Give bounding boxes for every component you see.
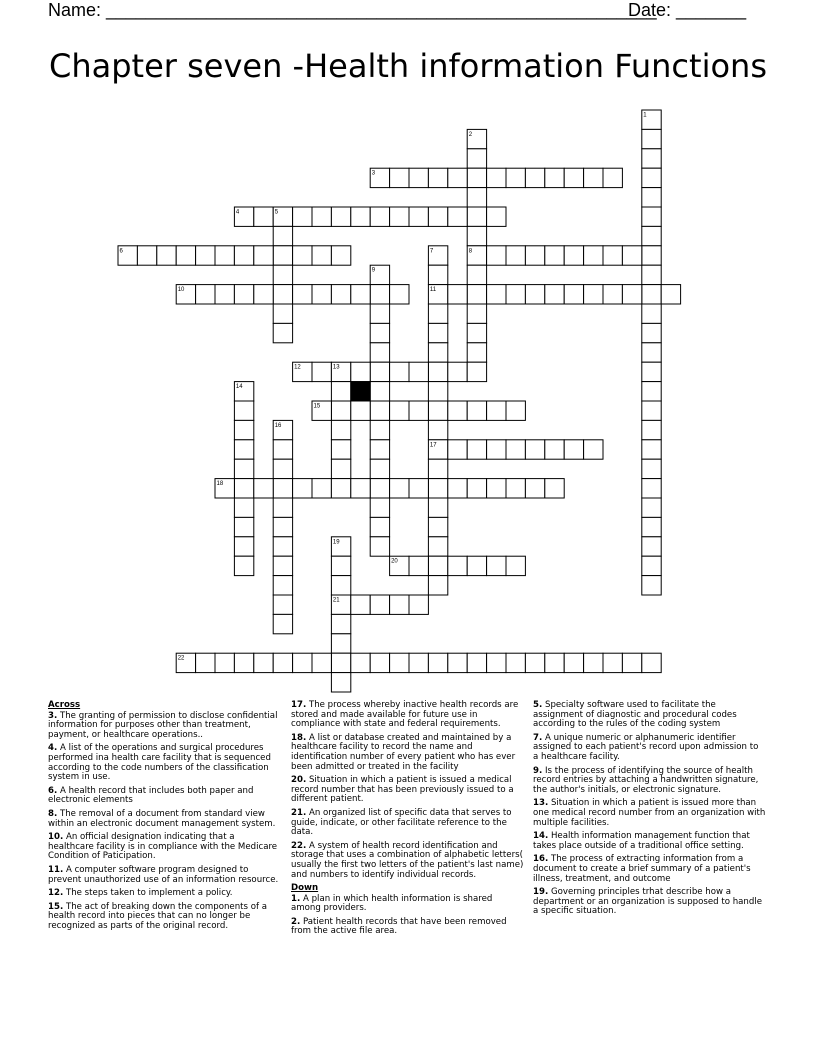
grid-cell[interactable] bbox=[409, 168, 428, 187]
grid-cell[interactable] bbox=[467, 226, 486, 245]
clue-down-14: 14. Health information management function that takes place outside of a traditional office setting. bbox=[533, 831, 750, 851]
grid-cell[interactable] bbox=[525, 653, 544, 672]
grid-cell[interactable] bbox=[196, 285, 215, 304]
grid-cell[interactable] bbox=[467, 188, 486, 207]
clue-across-12: 12. The steps taken to implement a policy. bbox=[48, 888, 233, 899]
grid-cell[interactable] bbox=[409, 653, 428, 672]
grid-cell[interactable] bbox=[642, 459, 661, 478]
grid-cell[interactable] bbox=[273, 246, 292, 265]
grid-cell[interactable] bbox=[409, 556, 428, 575]
grid-cell[interactable] bbox=[487, 207, 506, 226]
grid-cell[interactable] bbox=[370, 653, 389, 672]
grid-cell[interactable] bbox=[642, 653, 661, 672]
grid-cell[interactable] bbox=[525, 440, 544, 459]
grid-cell[interactable] bbox=[448, 440, 467, 459]
grid-cell[interactable] bbox=[428, 653, 447, 672]
grid-cell[interactable] bbox=[273, 498, 292, 517]
grid-cell[interactable] bbox=[293, 207, 312, 226]
grid-cell[interactable] bbox=[293, 479, 312, 498]
grid-cell[interactable] bbox=[428, 323, 447, 342]
grid-cell[interactable] bbox=[234, 498, 253, 517]
grid-cell[interactable] bbox=[487, 401, 506, 420]
clue-down-13: 13. Situation in which a patient is issued more than one medical record number from an organization with multiple facilities. bbox=[533, 798, 766, 828]
grid-cell[interactable] bbox=[331, 459, 350, 478]
grid-cell[interactable] bbox=[215, 285, 234, 304]
grid-cell[interactable] bbox=[331, 576, 350, 595]
grid-cell[interactable] bbox=[545, 285, 564, 304]
grid-cell[interactable] bbox=[506, 285, 525, 304]
grid-cell[interactable] bbox=[409, 362, 428, 381]
grid-cell[interactable] bbox=[525, 479, 544, 498]
grid-cell[interactable] bbox=[273, 265, 292, 284]
grid-cell[interactable] bbox=[215, 246, 234, 265]
cell-number: 13 bbox=[332, 364, 340, 371]
grid-cell[interactable] bbox=[584, 440, 603, 459]
grid-cell[interactable] bbox=[564, 246, 583, 265]
grid-cell[interactable] bbox=[312, 285, 331, 304]
grid-cell[interactable] bbox=[234, 556, 253, 575]
grid-cell[interactable] bbox=[273, 285, 292, 304]
grid-cell[interactable] bbox=[603, 168, 622, 187]
grid-cell[interactable] bbox=[525, 246, 544, 265]
cell-number: 20 bbox=[391, 558, 398, 565]
grid-cell[interactable] bbox=[312, 653, 331, 672]
grid-cell[interactable] bbox=[622, 653, 641, 672]
grid-cell[interactable] bbox=[370, 459, 389, 478]
grid-cell[interactable] bbox=[525, 168, 544, 187]
grid-cell[interactable] bbox=[428, 362, 447, 381]
grid-cell[interactable] bbox=[390, 207, 409, 226]
grid-cell[interactable] bbox=[254, 285, 273, 304]
clue-across-8: 8. The removal of a document from standard view within an electronic document management system. bbox=[48, 808, 276, 829]
grid-cell[interactable] bbox=[331, 401, 350, 420]
grid-cell[interactable] bbox=[273, 304, 292, 323]
grid-cell[interactable] bbox=[234, 459, 253, 478]
grid-cell[interactable] bbox=[273, 556, 292, 575]
grid-cell[interactable] bbox=[331, 479, 350, 498]
grid-cell[interactable] bbox=[642, 129, 661, 148]
grid-cell[interactable] bbox=[234, 420, 253, 439]
puzzle-title: Chapter seven -Health information Functions bbox=[49, 47, 767, 85]
clue-down-7: 7. A unique numeric or alphanumeric identifier assigned to each patient's record upon admission to a healthcare facility. bbox=[533, 732, 759, 762]
grid-cell[interactable] bbox=[467, 207, 486, 226]
grid-cell[interactable] bbox=[234, 653, 253, 672]
grid-cell[interactable] bbox=[234, 537, 253, 556]
grid-cell[interactable] bbox=[467, 285, 486, 304]
grid-cell[interactable] bbox=[273, 323, 292, 342]
grid-cell[interactable] bbox=[545, 440, 564, 459]
clue-across-6: 6. A health record that includes both paper and electronic elements bbox=[48, 785, 254, 806]
grid-cell[interactable] bbox=[564, 168, 583, 187]
grid-cell[interactable] bbox=[370, 517, 389, 536]
grid-cell[interactable] bbox=[428, 517, 447, 536]
grid-cell[interactable] bbox=[642, 420, 661, 439]
grid-cell[interactable] bbox=[642, 304, 661, 323]
clue-across-4: 4. A list of the operations and surgical procedures performed ina health care facility that is sequenced according to the code numbers of the classification system in use. bbox=[48, 743, 271, 783]
grid-cell[interactable] bbox=[467, 479, 486, 498]
clue-across-17: 17. The process whereby inactive health records are stored and made available for future use in compliance with state and federal requirements. bbox=[291, 700, 519, 730]
grid-cell[interactable] bbox=[428, 498, 447, 517]
cell-number: 2 bbox=[468, 131, 473, 138]
grid-cell[interactable] bbox=[642, 168, 661, 187]
grid-cell[interactable] bbox=[467, 362, 486, 381]
grid-cell[interactable] bbox=[331, 614, 350, 633]
cell-number: 22 bbox=[177, 655, 185, 662]
grid-cell[interactable] bbox=[467, 149, 486, 168]
grid-cell[interactable] bbox=[487, 556, 506, 575]
grid-cell[interactable] bbox=[331, 382, 350, 401]
grid-cell[interactable] bbox=[390, 479, 409, 498]
grid-cell[interactable] bbox=[254, 246, 273, 265]
grid-cell[interactable] bbox=[351, 595, 370, 614]
grid-cell[interactable] bbox=[370, 537, 389, 556]
grid-cell[interactable] bbox=[467, 343, 486, 362]
grid-cell[interactable] bbox=[390, 168, 409, 187]
grid-cell[interactable] bbox=[564, 285, 583, 304]
grid-cell[interactable] bbox=[642, 226, 661, 245]
cell-number: 18 bbox=[216, 481, 224, 488]
grid-cell[interactable] bbox=[642, 285, 661, 304]
grid-cell[interactable] bbox=[506, 556, 525, 575]
clue-down-16: 16. The process of extracting information from a document to create a brief summary of a patient's illness, treatment, and outcome bbox=[533, 854, 751, 884]
grid-cell[interactable] bbox=[273, 517, 292, 536]
across-heading: Across bbox=[48, 700, 81, 710]
grid-cell[interactable] bbox=[370, 304, 389, 323]
grid-cell[interactable] bbox=[448, 556, 467, 575]
blocked-cell bbox=[351, 382, 370, 401]
grid-cell[interactable] bbox=[545, 246, 564, 265]
grid-cell[interactable] bbox=[584, 246, 603, 265]
grid-cell[interactable] bbox=[370, 207, 389, 226]
grid-cell[interactable] bbox=[428, 479, 447, 498]
grid-cell[interactable] bbox=[331, 246, 350, 265]
grid-cell[interactable] bbox=[564, 440, 583, 459]
grid-cell[interactable] bbox=[642, 149, 661, 168]
grid-cell[interactable] bbox=[137, 246, 156, 265]
grid-cell[interactable] bbox=[428, 401, 447, 420]
grid-cell[interactable] bbox=[642, 362, 661, 381]
grid-cell[interactable] bbox=[312, 246, 331, 265]
grid-cell[interactable] bbox=[254, 479, 273, 498]
grid-cell[interactable] bbox=[642, 440, 661, 459]
cell-number: 19 bbox=[332, 539, 340, 546]
grid-cell[interactable] bbox=[428, 343, 447, 362]
grid-cell[interactable] bbox=[196, 246, 215, 265]
grid-cell[interactable] bbox=[642, 246, 661, 265]
cell-number: 11 bbox=[429, 287, 437, 294]
grid-cell[interactable] bbox=[642, 265, 661, 284]
grid-cell[interactable] bbox=[390, 653, 409, 672]
grid-cell[interactable] bbox=[661, 285, 680, 304]
grid-cell[interactable] bbox=[331, 556, 350, 575]
cell-number: 10 bbox=[177, 287, 185, 294]
clue-down-5: 5. Specialty software used to facilitate the assignment of diagnostic and procedural codes according to the rules of the coding system bbox=[533, 700, 737, 730]
grid-cell[interactable] bbox=[331, 420, 350, 439]
grid-cell[interactable] bbox=[545, 479, 564, 498]
grid-cell[interactable] bbox=[176, 246, 195, 265]
grid-cell[interactable] bbox=[273, 226, 292, 245]
grid-cell[interactable] bbox=[642, 188, 661, 207]
grid-cell[interactable] bbox=[390, 285, 409, 304]
grid-cell[interactable] bbox=[312, 479, 331, 498]
grid-cell[interactable] bbox=[312, 362, 331, 381]
grid-cell[interactable] bbox=[312, 207, 331, 226]
grid-cell[interactable] bbox=[428, 265, 447, 284]
grid-cell[interactable] bbox=[603, 285, 622, 304]
grid-cell[interactable] bbox=[642, 343, 661, 362]
grid-cell[interactable] bbox=[467, 323, 486, 342]
grid-cell[interactable] bbox=[428, 168, 447, 187]
grid-cell[interactable] bbox=[428, 420, 447, 439]
grid-cell[interactable] bbox=[409, 595, 428, 614]
grid-cell[interactable] bbox=[370, 323, 389, 342]
grid-cell[interactable] bbox=[467, 265, 486, 284]
grid-cell[interactable] bbox=[273, 653, 292, 672]
grid-cell[interactable] bbox=[584, 285, 603, 304]
grid-cell[interactable] bbox=[273, 537, 292, 556]
grid-cell[interactable] bbox=[370, 362, 389, 381]
grid-cell[interactable] bbox=[273, 479, 292, 498]
cell-number: 16 bbox=[274, 422, 282, 429]
cell-number: 1 bbox=[643, 112, 647, 119]
grid-cell[interactable] bbox=[428, 382, 447, 401]
clue-across-15: 15. The act of breaking down the components of a health record into pieces that can no longer be recognized as parts of the original record. bbox=[48, 901, 268, 931]
grid-cell[interactable] bbox=[390, 362, 409, 381]
grid-cell[interactable] bbox=[234, 479, 253, 498]
grid-cell[interactable] bbox=[273, 614, 292, 633]
grid-cell[interactable] bbox=[409, 479, 428, 498]
clue-down-2: 2. Patient health records that have been removed from the active file area. bbox=[291, 916, 507, 937]
grid-cell[interactable] bbox=[467, 401, 486, 420]
grid-cell[interactable] bbox=[157, 246, 176, 265]
grid-cell[interactable] bbox=[370, 498, 389, 517]
grid-cell[interactable] bbox=[622, 246, 641, 265]
clue-across-18: 18. A list or database created and maintained by a healthcare facility to record the name and identification number of every patient who has ever been admitted or treated in the facility bbox=[291, 732, 516, 772]
grid-cell[interactable] bbox=[584, 168, 603, 187]
grid-cell[interactable] bbox=[351, 653, 370, 672]
clue-across-20: 20. Situation in which a patient is issued a medical record number that has been previously issued to a different patient. bbox=[291, 775, 514, 805]
grid-cell[interactable] bbox=[370, 382, 389, 401]
grid-cell[interactable] bbox=[642, 401, 661, 420]
grid-cell[interactable] bbox=[642, 576, 661, 595]
clue-column-3 bbox=[533, 701, 766, 921]
cell-number: 14 bbox=[235, 384, 243, 391]
grid-cell[interactable] bbox=[234, 517, 253, 536]
grid-cell[interactable] bbox=[506, 246, 525, 265]
grid-cell[interactable] bbox=[467, 653, 486, 672]
cell-number: 8 bbox=[468, 248, 473, 255]
grid-cell[interactable] bbox=[448, 168, 467, 187]
grid-cell[interactable] bbox=[234, 401, 253, 420]
cell-number: 15 bbox=[313, 403, 321, 410]
grid-cell[interactable] bbox=[448, 653, 467, 672]
grid-cell[interactable] bbox=[603, 246, 622, 265]
grid-cell[interactable] bbox=[487, 479, 506, 498]
grid-cell[interactable] bbox=[370, 343, 389, 362]
grid-cell[interactable] bbox=[428, 556, 447, 575]
grid-cell[interactable] bbox=[642, 479, 661, 498]
grid-cell[interactable] bbox=[487, 653, 506, 672]
cell-number: 7 bbox=[429, 248, 434, 255]
grid-cell[interactable] bbox=[331, 440, 350, 459]
grid-cell[interactable] bbox=[273, 440, 292, 459]
grid-cell[interactable] bbox=[370, 285, 389, 304]
grid-cell[interactable] bbox=[273, 459, 292, 478]
grid-cell[interactable] bbox=[448, 285, 467, 304]
grid-cell[interactable] bbox=[293, 653, 312, 672]
grid-cell[interactable] bbox=[487, 440, 506, 459]
grid-cell[interactable] bbox=[331, 634, 350, 653]
grid-cell[interactable] bbox=[331, 653, 350, 672]
grid-cell[interactable] bbox=[254, 653, 273, 672]
grid-cell[interactable] bbox=[642, 556, 661, 575]
cell-number: 6 bbox=[119, 248, 123, 255]
down-heading: Down bbox=[291, 883, 319, 894]
grid-cell[interactable] bbox=[448, 479, 467, 498]
grid-cell[interactable] bbox=[487, 246, 506, 265]
grid-cell[interactable] bbox=[351, 479, 370, 498]
grid-cell[interactable] bbox=[273, 576, 292, 595]
cell-number: 5 bbox=[274, 209, 279, 216]
grid-cell[interactable] bbox=[467, 168, 486, 187]
grid-cell[interactable] bbox=[370, 401, 389, 420]
grid-cell[interactable] bbox=[642, 382, 661, 401]
grid-cell[interactable] bbox=[487, 168, 506, 187]
grid-cell[interactable] bbox=[642, 498, 661, 517]
grid-cell[interactable] bbox=[448, 362, 467, 381]
grid-cell[interactable] bbox=[234, 246, 253, 265]
grid-cell[interactable] bbox=[642, 517, 661, 536]
grid-cell[interactable] bbox=[370, 595, 389, 614]
grid-cell[interactable] bbox=[642, 207, 661, 226]
grid-cell[interactable] bbox=[351, 401, 370, 420]
grid-cell[interactable] bbox=[254, 207, 273, 226]
grid-cell[interactable] bbox=[506, 168, 525, 187]
clue-across-22: 22. A system of health record identification and storage that uses a combination of alphabetic letters( usually the first two letters of the patient's last name) and numbers to identify individual records. bbox=[291, 840, 524, 880]
clue-across-21: 21. An organized list of specific data that serves to guide, indicate, or other facilitate reference to the data. bbox=[291, 807, 512, 838]
grid-cell[interactable] bbox=[390, 595, 409, 614]
clue-across-11: 11. A computer software program designed to prevent unauthorized use of an information resource. bbox=[48, 864, 279, 885]
grid-cell[interactable] bbox=[428, 576, 447, 595]
cell-number: 4 bbox=[235, 209, 240, 216]
grid-cell[interactable] bbox=[370, 420, 389, 439]
grid-cell[interactable] bbox=[293, 285, 312, 304]
grid-cell[interactable] bbox=[448, 401, 467, 420]
grid-cell[interactable] bbox=[390, 401, 409, 420]
date-field-label: Date: _______ bbox=[628, 0, 747, 20]
grid-cell[interactable] bbox=[273, 595, 292, 614]
grid-cell[interactable] bbox=[467, 556, 486, 575]
grid-cell[interactable] bbox=[487, 285, 506, 304]
grid-cell[interactable] bbox=[331, 285, 350, 304]
grid-cell[interactable] bbox=[467, 304, 486, 323]
grid-cell[interactable] bbox=[196, 653, 215, 672]
clue-column-2 bbox=[291, 701, 524, 941]
grid-cell[interactable] bbox=[545, 653, 564, 672]
clue-down-19: 19. Governing principles trhat describe how a department or an organization is supposed to handle a specific situation. bbox=[533, 887, 762, 917]
name-field-label: Name: _______________________________________________________ bbox=[48, 0, 657, 20]
grid-cell[interactable] bbox=[506, 479, 525, 498]
grid-cell[interactable] bbox=[351, 285, 370, 304]
grid-cell[interactable] bbox=[351, 207, 370, 226]
clue-down-1: 1. A plan in which health information is shared among providers. bbox=[291, 893, 493, 914]
grid-cell[interactable] bbox=[428, 537, 447, 556]
grid-cell[interactable] bbox=[506, 440, 525, 459]
grid-cell[interactable] bbox=[642, 323, 661, 342]
grid-cell[interactable] bbox=[506, 653, 525, 672]
grid-cell[interactable] bbox=[351, 362, 370, 381]
grid-cell[interactable] bbox=[428, 304, 447, 323]
grid-cell[interactable] bbox=[603, 653, 622, 672]
grid-cell[interactable] bbox=[564, 653, 583, 672]
cell-number: 21 bbox=[332, 597, 340, 604]
clue-down-9: 9. Is the process of identifying the source of health record entries by attaching a handwritten signature, the author's initials, or electronic signature. bbox=[533, 765, 759, 795]
grid-cell[interactable] bbox=[622, 285, 641, 304]
grid-cell[interactable] bbox=[584, 653, 603, 672]
grid-cell[interactable] bbox=[506, 401, 525, 420]
grid-cell[interactable] bbox=[370, 440, 389, 459]
cell-number: 9 bbox=[371, 267, 376, 274]
grid-cell[interactable] bbox=[293, 246, 312, 265]
clue-column-1 bbox=[48, 701, 281, 935]
grid-cell[interactable] bbox=[234, 285, 253, 304]
cell-number: 12 bbox=[294, 364, 301, 371]
grid-cell[interactable] bbox=[428, 459, 447, 478]
grid-cell[interactable] bbox=[467, 440, 486, 459]
grid-cell[interactable] bbox=[545, 168, 564, 187]
grid-cell[interactable] bbox=[428, 207, 447, 226]
grid-cell[interactable] bbox=[234, 440, 253, 459]
grid-cell[interactable] bbox=[215, 653, 234, 672]
grid-cell[interactable] bbox=[409, 401, 428, 420]
grid-cell[interactable] bbox=[331, 673, 350, 692]
grid-cell[interactable] bbox=[642, 537, 661, 556]
cell-number: 3 bbox=[371, 170, 376, 177]
cell-number: 17 bbox=[429, 442, 437, 449]
grid-cell[interactable] bbox=[525, 285, 544, 304]
grid-cell[interactable] bbox=[370, 479, 389, 498]
grid-cell[interactable] bbox=[409, 207, 428, 226]
grid-cell[interactable] bbox=[331, 207, 350, 226]
grid-cell[interactable] bbox=[448, 207, 467, 226]
clue-across-3: 3. The granting of permission to disclose confidential information for purposes other than treatment, payment, or healthcare operations.. bbox=[48, 710, 278, 740]
clue-across-10: 10. An official designation indicating that a healthcare facility is in compliance with the Medicare Condition of Paticipation. bbox=[48, 832, 278, 862]
